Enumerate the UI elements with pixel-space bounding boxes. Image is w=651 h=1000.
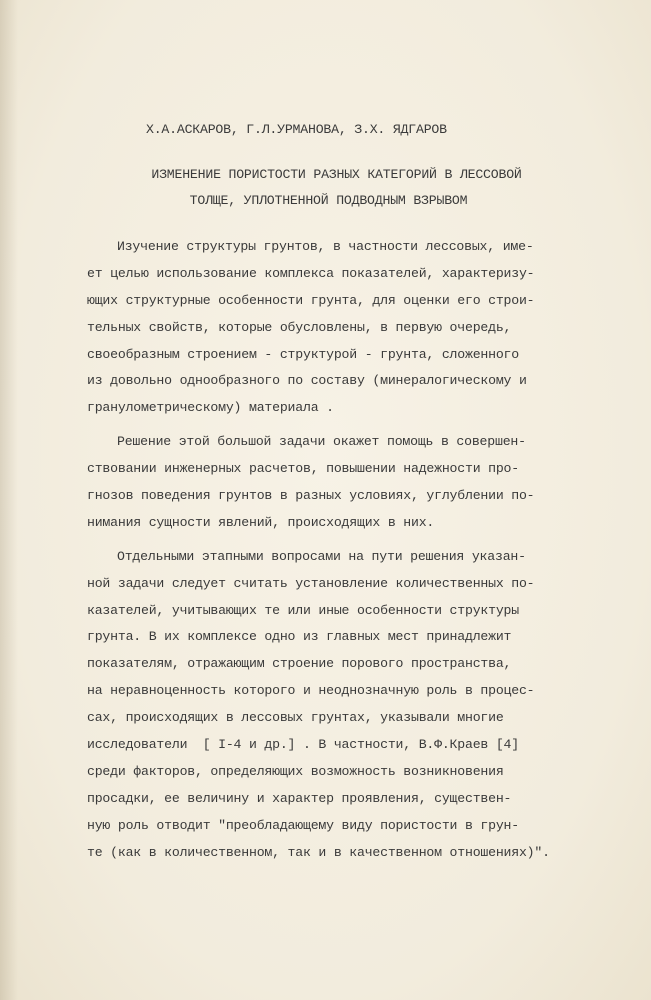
body-text (87, 239, 567, 871)
text-line: среди факторов, определяющих возможность возникновения (87, 763, 504, 779)
paragraph-2 (87, 434, 567, 542)
text-line: Изучение структуры грунтов, в частности лессовых, име- (117, 239, 534, 254)
text-line: тельных свойств, которые обусловлены, в первую очередь, (87, 319, 512, 335)
text-line: ствовании инженерных расчетов, повышении надежности про- (87, 461, 519, 477)
text-line: нимания сущности явлений, происходящих в них. (87, 514, 435, 530)
text-line: Отдельными этапными вопросами на пути решения указан- (117, 548, 526, 564)
text-line: сах, происходящих в лессовых грунтах, указывали многие (87, 710, 504, 726)
paragraph-gap (87, 427, 567, 434)
paragraph-1 (87, 239, 567, 427)
text-line: ет целью использование комплекса показателей, характеризу- (87, 265, 535, 281)
text-line: Решение этой большой задачи окажет помощь в совершен- (117, 434, 526, 450)
text-line: ную роль отводит "преобладающему виду пористости в грун- (87, 817, 519, 833)
text-line: те (как в количественном, так и в качественном отношениях)". (87, 844, 550, 860)
text-line: грунта. В их комплексе одно из главных мест принадлежит (87, 629, 512, 645)
authors-line: Х.А.АСКАРОВ, Г.Л.УРМАНОВА, З.Х. ЯДГАРОВ (146, 122, 447, 137)
page-edge-shadow (0, 0, 18, 1000)
text-line: гнозов поведения грунтов в разных условиях, углублении по- (87, 488, 535, 504)
text-line: гранулометрическому) материала . (87, 400, 334, 416)
paragraph-gap (87, 542, 567, 549)
title-line-1: ИЗМЕНЕНИЕ ПОРИСТОСТИ РАЗНЫХ КАТЕГОРИЙ В ЛЕССОВОЙ (151, 167, 522, 182)
text-line: ющих структурные особенности грунта, для оценки его строи- (87, 292, 535, 308)
text-line: казателей, учитывающих те или иные особенности структуры (87, 602, 519, 618)
text-line: из довольно однообразного по составу (минералогическому и (87, 373, 527, 389)
text-line: просадки, ее величину и характер проявления, существен- (87, 790, 512, 806)
text-line: исследователи [ I-4 и др.] . В частности, В.Ф.Краев [4] (87, 737, 519, 753)
title-line-2: ТОЛЩЕ, УПЛОТНЕННОЙ ПОДВОДНЫМ ВЗРЫВОМ (189, 193, 468, 208)
text-line: на неравноценность которого и неоднозначную роль в процес- (87, 683, 535, 699)
text-line: ной задачи следует считать установление количественных по- (87, 575, 535, 591)
text-line: своеобразным строением - структурой - грунта, сложенного (87, 346, 519, 362)
text-line: показателям, отражающим строение порового пространства, (87, 656, 512, 672)
paragraph-3 (87, 549, 567, 872)
